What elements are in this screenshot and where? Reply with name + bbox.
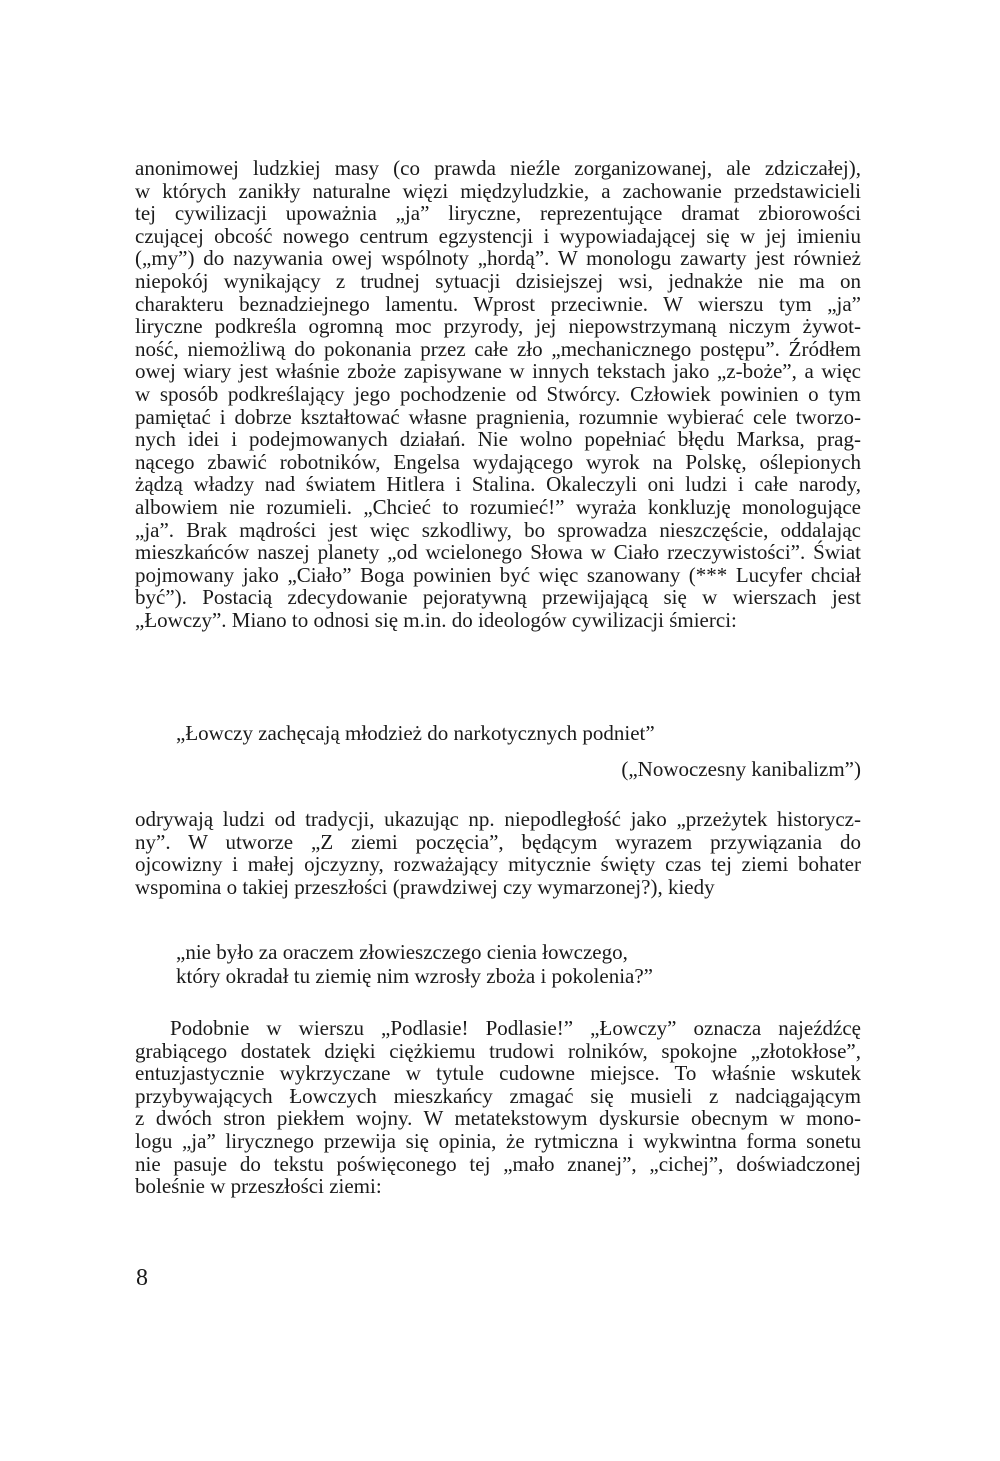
paragraph-line: boleśnie w przeszłości ziemi: [135, 1174, 382, 1199]
quote-1: „Łowczy zachęcają młodzież do narkotycznych podniet” [176, 721, 655, 745]
paragraph-line: nącego zbawić robotników, Engelsa wydającego wyrok na Polskę, oślepionych [135, 449, 861, 474]
paragraph-line: pamiętać i dobrze kształtować własne pragnienia, rozumnie wybierać cele tworzo- [135, 404, 861, 429]
paragraph-3 [135, 1017, 861, 1198]
paragraph-line: albowiem nie rozumieli. „Chcieć to rozumieć!” wyraża konkluzję monologujące [135, 494, 861, 519]
paragraph-line: przybywających Łowczych mieszkańcy zmagać się musieli z nadciągającym [135, 1083, 861, 1108]
paragraph-line: wspomina o takiej przeszłości (prawdziwej czy wymarzonej?), kiedy [135, 874, 715, 899]
paragraph-line: „Łowczy”. Miano to odnosi się m.in. do ideologów cywilizacji śmierci: [135, 607, 737, 632]
paragraph-line: grabiącego dostatek dzięki ciężkiemu trudowi rolników, spokojne „złotokłose”, [135, 1038, 861, 1063]
paragraph-line: w sposób podkreślający jego pochodzenie od Stwórcy. Człowiek powinien o tym [135, 381, 861, 406]
paragraph-line: żądzą władzy nad światem Hitlera i Stalina. Okaleczyli oni ludzi i całe narody, [135, 472, 861, 497]
paragraph-line: czującej obcość nowego centrum egzystencji i wypowiadającej się w jej imieniu [135, 223, 861, 248]
paragraph-line: entuzjastycznie wykrzyczane w tytule cudowne miejsce. To właśnie wskutek [135, 1061, 861, 1086]
paragraph-line: nie pasuje do tekstu poświęconego tej „mało znanej”, „cichej”, doświadczonej [135, 1151, 861, 1176]
paragraph-1 [135, 157, 861, 631]
paragraph-line: ny”. W utworze „Z ziemi poczęcia”, będącym wyrazem przywiązania do [135, 829, 861, 854]
paragraph-line: anonimowej ludzkiej masy (co prawda nieźle zorganizowanej, ale zdziczałej), [135, 156, 861, 180]
paragraph-line: ność, niemożliwą do pokonania przez całe zło „mechanicznego postępu”. Źródłem [135, 336, 861, 361]
quote-line: który okradał tu ziemię nim wzrosły zboża i pokolenia?” [176, 964, 654, 988]
paragraph-line: liryczne podkreśla ogromną moc przyrody, jej niepowstrzymaną niczym żywot- [135, 314, 861, 339]
page-number: 8 [136, 1265, 148, 1291]
paragraph-line: niepokój wynikający z trudnej sytuacji dzisiejszej wsi, jednakże nie ma on [135, 268, 861, 293]
paragraph-line: w których zanikły naturalne więzi międzyludzkie, a zachowanie przedstawicieli [135, 178, 861, 203]
paragraph-line: charakteru beznadziejnego lamentu. Wprost przeciwnie. W wierszu tym „ja” [135, 291, 861, 316]
paragraph-line: być”). Postacią zdecydowanie pejoratywną przewijającą się w wierszach jest [135, 585, 861, 610]
paragraph-line: („my”) do nazywania owej wspólnoty „hordą”. W monologu zawarty jest również [135, 246, 861, 271]
paragraph-line: nych idei i podejmowanych działań. Nie wolno popełniać błędu Marksa, prag- [135, 427, 861, 452]
paragraph-line: tej cywilizacji upoważnia „ja” liryczne, reprezentujące dramat zbiorowości [135, 201, 861, 226]
quote-line: „nie było za oraczem złowieszczego cienia łowczego, [176, 940, 628, 964]
quote-1-source: („Nowoczesny kanibalizm”) [621, 757, 861, 781]
paragraph-line: Podobnie w wierszu „Podlasie! Podlasie!” „Łowczy” oznacza najeźdźcę [170, 1016, 861, 1040]
paragraph-line: owej wiary jest właśnie zboże zapisywane w innych tekstach jako „z-boże”, a więc [135, 359, 861, 384]
paragraph-line: mieszkańców naszej planety „od wcielonego Słowa w Ciało rzeczywistości”. Świat [135, 540, 861, 565]
paragraph-line: z dwóch stron piekłem wojny. W metatekstowym dyskursie obecnym w mono- [135, 1106, 861, 1131]
paragraph-line: pojmowany jako „Ciało” Boga powinien być więc szanowany (*** Lucyfer chciał [135, 562, 861, 587]
quote-2 [176, 940, 653, 988]
paragraph-line: ojcowizny i małej ojczyzny, rozważający mitycznie święty czas tej ziemi bohater [135, 852, 861, 877]
paragraph-2 [135, 808, 861, 898]
paragraph-line: „ja”. Brak mądrości jest więc szkodliwy, bo sprowadza nieszczęście, oddalając [135, 517, 861, 542]
paragraph-line: odrywają ludzi od tradycji, ukazując np. niepodległość jako „przeżytek historycz- [135, 807, 861, 831]
paragraph-line: logu „ja” lirycznego przewija się opinia, że rytmiczna i wykwintna forma sonetu [135, 1128, 861, 1153]
